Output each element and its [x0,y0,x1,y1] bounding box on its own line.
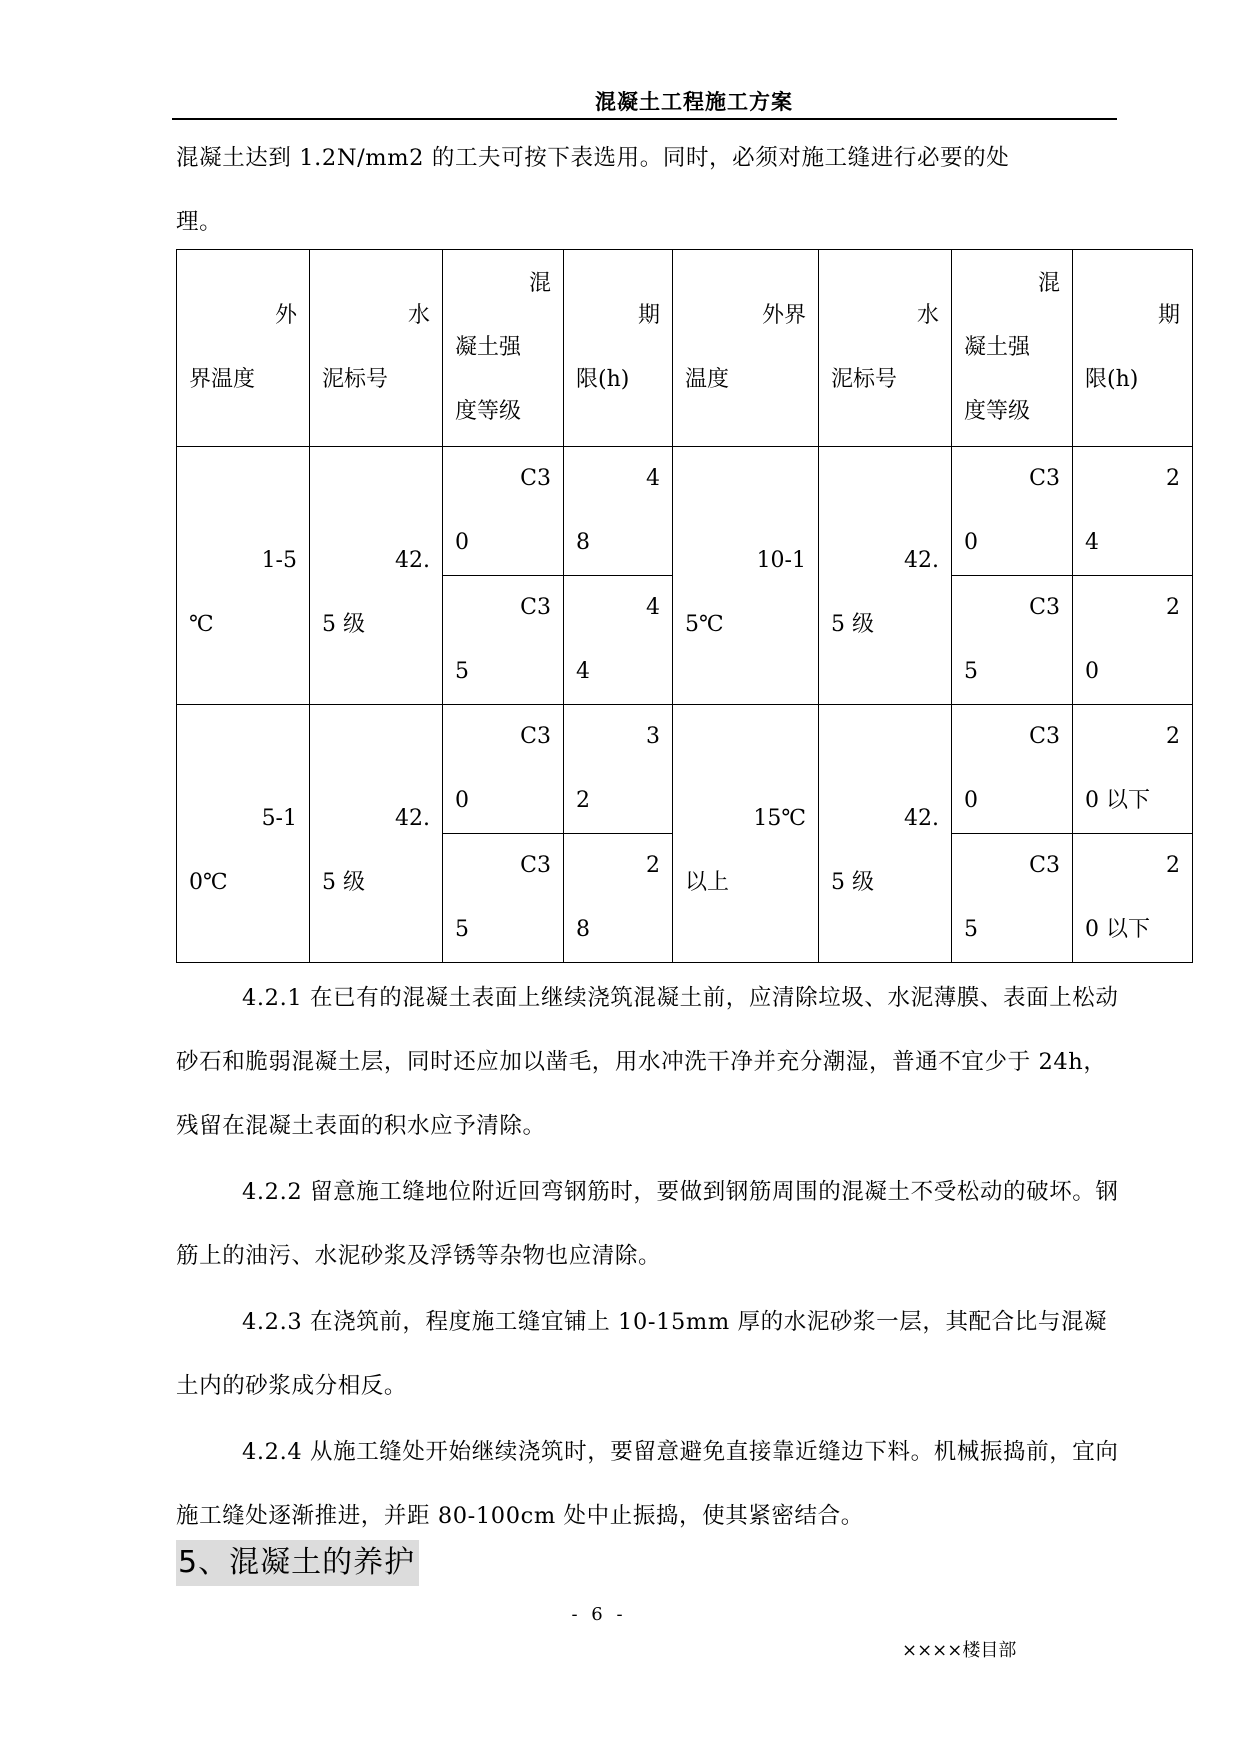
cell-text: 5-1 [261,805,297,831]
footer-note: ××××楼目部 [902,1640,1017,1661]
grade-cell [443,834,564,963]
cell-text: 5 级 [322,869,365,895]
temp-cell-2 [673,705,819,963]
header-cell-period [564,250,673,447]
header-text: 水 [407,303,430,328]
cell-text: 2 [1166,595,1180,620]
cell-text: 5 [964,917,978,942]
header-cell-cement-grade-2 [819,250,952,447]
header-cell-period-2 [1073,250,1193,447]
cell-text: 42. [904,547,939,573]
cement-cell [310,447,443,705]
cell-text: 5℃ [685,611,724,637]
cell-text: 5 级 [322,611,365,637]
cell-text: 4 [576,659,590,684]
intro-line-1: 混凝土达到 1.2N/mm2 的工夫可按下表选用。同时，必须对施工缝进行必要的处 [176,145,1010,171]
grade-cell [443,576,564,705]
cell-text: 8 [576,530,590,555]
grade-cell [443,705,564,834]
period-cell-2 [1073,705,1193,834]
header-text: 界温度 [189,367,256,392]
cell-text: 5 级 [831,611,874,637]
period-cell [564,447,673,576]
temp-cell-2 [673,447,819,705]
table-row [177,447,1193,576]
curing-time-table [176,249,1193,963]
cell-text: 2 [576,788,590,813]
cell-text: 42. [904,805,939,831]
cell-text: 0 [455,788,469,813]
cell-text: 0 [1085,659,1099,684]
cell-text: 4 [646,466,660,491]
header-divider [172,118,1117,120]
cell-text: 以上 [685,869,730,895]
cement-cell-2 [819,447,952,705]
page-number: - 6 - [571,1604,627,1625]
grade-cell-2 [952,705,1073,834]
header-text: 度等级 [455,399,522,424]
table-header-row [177,250,1193,447]
header-text: 泥标号 [831,367,898,392]
intro-line-2: 理。 [176,209,223,235]
header-text: 混 [528,271,551,296]
cell-text: 42. [395,805,430,831]
cell-text: 2 [1166,466,1180,491]
cell-text: 5 [455,659,469,684]
page-header-title: 混凝土工程施工方案 [595,90,793,114]
table-row [177,705,1193,834]
cell-text: 0℃ [189,869,228,895]
cell-text: ℃ [189,611,214,637]
cell-text: 1-5 [261,547,297,573]
cell-text: C3 [520,466,551,491]
header-text: 外 [274,303,297,328]
cell-text: 3 [646,724,660,749]
intro-paragraph [176,126,1120,254]
paragraph-4-2-1: 4.2.1 在已有的混凝土表面上继续浇筑混凝土前，应清除垃圾、水泥薄膜、表面上松动砂石和脆弱混凝土层，同时还应加以凿毛，用水冲洗干净并充分潮湿，普通不宜少于 24h，残留在混凝土表面的积水应予清除。 [176,985,1119,1139]
header-text: 凝土强 [964,335,1031,360]
cement-cell [310,705,443,963]
cement-cell-2 [819,705,952,963]
header-text: 限(h) [576,367,630,392]
cell-text: 42. [395,547,430,573]
header-cell-outside-temp [177,250,310,447]
cell-text: 0 以下 [1085,788,1150,813]
header-cell-cement-grade [310,250,443,447]
cell-text: 10-1 [756,547,806,573]
cell-text: C3 [1029,724,1060,749]
header-text: 水 [916,303,939,328]
period-cell [564,834,673,963]
period-cell [564,705,673,834]
cell-text: 15℃ [753,805,806,831]
grade-cell [443,447,564,576]
header-cell-concrete-grade-2 [952,250,1073,447]
header-text: 期 [637,303,660,328]
cell-text: C3 [520,853,551,878]
cell-text: 4 [646,595,660,620]
temp-cell [177,447,310,705]
cell-text: C3 [520,595,551,620]
grade-cell-2 [952,447,1073,576]
grade-cell-2 [952,834,1073,963]
cell-text: 0 [964,788,978,813]
cell-text: 5 [964,659,978,684]
cell-text: 0 [455,530,469,555]
cell-text: C3 [520,724,551,749]
cell-text: C3 [1029,466,1060,491]
section-heading: 5、混凝土的养护 [176,1540,419,1586]
cell-text: 2 [1166,853,1180,878]
grade-cell-2 [952,576,1073,705]
paragraph-4-2-4: 4.2.4 从施工缝处开始继续浇筑时，要留意避免直接靠近缝边下料。机械振捣前，宜向施工缝处逐渐推进，并距 80-100cm 处中止振捣，使其紧密结合。 [176,1439,1119,1529]
cell-text: 2 [646,853,660,878]
header-text: 凝土强 [455,335,522,360]
paragraph-4-2-3: 4.2.3 在浇筑前，程度施工缝宜铺上 10-15mm 厚的水泥砂浆一层，其配合比与混凝土内的砂浆成分相反。 [176,1309,1108,1399]
cell-text: C3 [1029,853,1060,878]
header-text: 外界 [761,303,806,328]
period-cell-2 [1073,447,1193,576]
cell-text: 8 [576,917,590,942]
cell-text: 5 [455,917,469,942]
header-text: 温度 [685,367,730,392]
period-cell-2 [1073,834,1193,963]
cell-text: 2 [1166,724,1180,749]
cell-text: 0 以下 [1085,917,1150,942]
header-text: 期 [1157,303,1180,328]
cell-text: 0 [964,530,978,555]
paragraph-4-2-2: 4.2.2 留意施工缝地位附近回弯钢筋时，要做到钢筋周围的混凝土不受松动的破坏。钢筋上的油污、水泥砂浆及浮锈等杂物也应清除。 [176,1179,1119,1269]
header-text: 度等级 [964,399,1031,424]
header-text: 混 [1037,271,1060,296]
period-cell [564,576,673,705]
cell-text: 5 级 [831,869,874,895]
header-cell-concrete-grade [443,250,564,447]
temp-cell [177,705,310,963]
header-text: 限(h) [1085,367,1139,392]
header-cell-outside-temp-2 [673,250,819,447]
cell-text: 4 [1085,530,1099,555]
cell-text: C3 [1029,595,1060,620]
header-text: 泥标号 [322,367,389,392]
period-cell-2 [1073,576,1193,705]
